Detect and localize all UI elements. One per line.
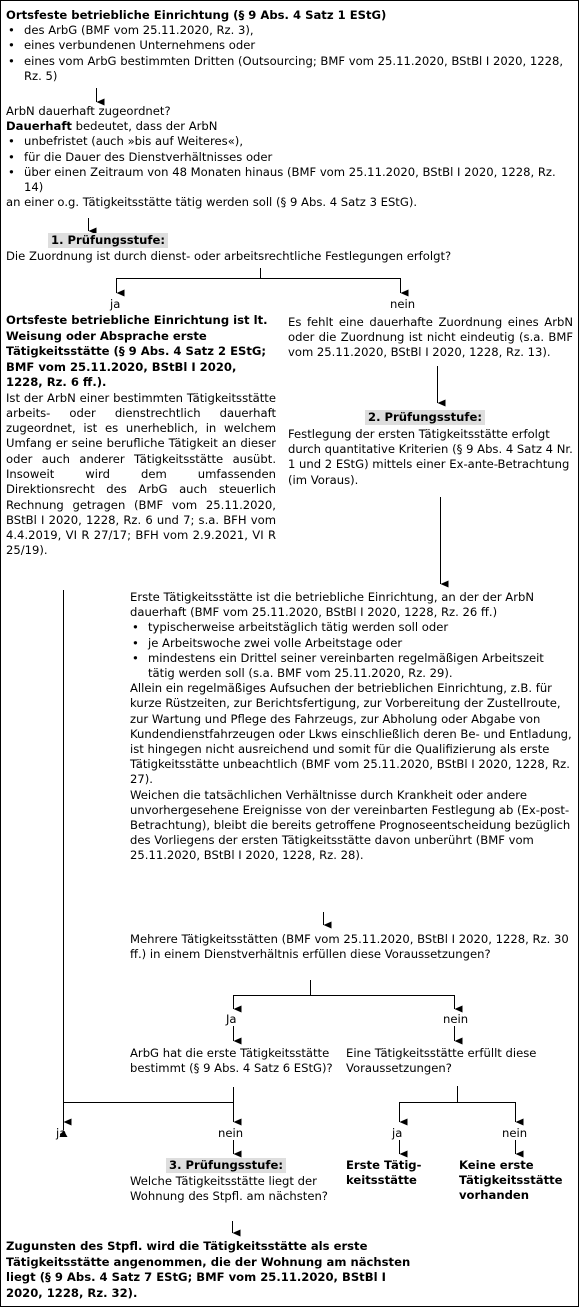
- list-item: • unbefristet (auch »bis auf Weiteres«),: [6, 134, 574, 149]
- list-item: • des ArbG (BMF vom 25.11.2020, Rz. 3),: [6, 23, 574, 38]
- erste-outcome: Erste Tätigkeitsstätte: [346, 1158, 422, 1188]
- branch3-yes-label: ja: [56, 1126, 67, 1140]
- middle-intro: Erste Tätigkeitsstätte ist die betriebliche Einrichtung, an der der ArbN dauerhaft (BMF vom 25.11.2020, BStBl I 2020, 1228, Rz. 26 ff.): [130, 590, 535, 620]
- branch1-yes-label: ja: [110, 297, 121, 311]
- dauerhaft-question: ArbN dauerhaft zugeordnet?: [6, 104, 171, 118]
- mehrere-question: Mehrere Tätigkeitsstätten (BMF vom 25.11.2020, BStBl I 2020, 1228, Rz. 30 ff.) in einem Dienstverhältnis erfüllen diese Voraussetzungen?: [130, 932, 569, 962]
- stage3-text: Welche Tätigkeitsstätte liegt der Wohnung des Stpfl. am nächsten?: [130, 1174, 328, 1204]
- stage1-label: 1. Prüfungsstufe:: [48, 233, 168, 248]
- stage2-label: 2. Prüfungsstufe:: [365, 410, 485, 425]
- left-box-text: Ist der ArbN einer bestimmten Tätigkeitsstätte arbeits- oder dienstrechtlich dauerhaft zugeordnet, ist es unerheblich, in welchem Umfang er seine berufliche Tätigkeit an dieser oder auch anderer Tätigkeitsstätte ausübt. Insoweit wird dem umfassenden Direktionsrecht des ArbG auch steuerlich Rechnung getragen (BMF vom 25.11.2020, BStBl I 2020, 1228, Rz. 6 und 7; s.a. BFH vom 4.4.2019, VI R 27/17; BFH vom 2.9.2021, VI R 25/19).: [6, 390, 276, 558]
- right-box: Es fehlt eine dauerhafte Zuordnung eines ArbN oder die Zuordnung ist nicht eindeutig (s.a. BMF vom 25.11.2020, BStBl I 2020, 1228, Rz. 13).: [288, 315, 573, 360]
- middle-list: [130, 620, 574, 681]
- list-item: • eines vom ArbG bestimmten Dritten (Outsourcing; BMF vom 25.11.2020, BStBl I 2020, 1228, Rz. 5): [6, 54, 574, 84]
- dauerhaft-definition: [6, 119, 574, 134]
- branch3-no-label: nein: [218, 1126, 244, 1140]
- dauerhaft-block: [6, 104, 574, 210]
- stage2-label-wrap: [365, 410, 485, 425]
- dauerhaft-definition-text: bedeutet, dass der ArbN: [71, 119, 218, 134]
- list-item: • typischerweise arbeitstäglich tätig werden soll oder: [130, 620, 574, 635]
- branch4-no-label: nein: [502, 1126, 528, 1140]
- stage3-label: 3. Prüfungsstufe:: [166, 1158, 286, 1173]
- left-box-heading: Ortsfeste betriebliche Einrichtung ist lt. Weisung oder Absprache erste Tätigkeitsstätte (§ 9 Abs. 4 Satz 2 EStG; BMF vom 25.11.2020, BStBl I 2020, 1228, Rz. 6 ff.).: [6, 313, 268, 389]
- left-box: [6, 313, 276, 559]
- dauerhaft-list: [6, 134, 574, 195]
- list-item: • mindestens ein Drittel seiner vereinbarten regelmäßigen Arbeitszeit tätig werden soll (s.a. BMF vom 25.11.2020, Rz. 29).: [130, 651, 574, 681]
- dauerhaft-term: Dauerhaft: [6, 119, 72, 134]
- middle-block: [130, 590, 574, 864]
- list-item: • für die Dauer des Dienstverhältnisses oder: [6, 150, 574, 165]
- middle-para2: Weichen die tatsächlichen Verhältnisse durch Krankheit oder andere unvorhergesehene Ereignisse von der vereinbarten Festlegung ab (Ex-post-Betrachtung), bleibt die bereits getroffene Prognoseentscheidung bezüglich des Vorliegens der ersten Tätigkeitsstätte davon unberührt (BMF vom 25.11.2020, BStBl I 2020, 1228, Rz. 28).: [130, 787, 571, 863]
- list-item: • je Arbeitswoche zwei volle Arbeitstage oder: [130, 636, 574, 651]
- middle-para1: Allein ein regelmäßiges Aufsuchen der betrieblichen Einrichtung, z.B. für kurze Rüstzeiten, zur Berichtsfertigung, zur Vorbereitung der Zustellroute, zur Wartung und Pflege des Fahrzeugs, zur Abholung oder Abgabe von Kundendienstfahrzeugen oder Lkws einschließlich deren Be- und Entladung, ist hingegen nicht ausreichend und somit für die Qualifizierung als erste Tätigkeitsstätte unbeachtlich (BMF vom 25.11.2020, BStBl I 2020, 1228, Rz. 27).: [130, 681, 572, 787]
- stage1-label-wrap: [48, 233, 168, 248]
- top-block: [6, 8, 574, 84]
- keine-outcome: Keine erste Tätigkeitsstätte vorhanden: [459, 1158, 563, 1203]
- branch2-yes-label: Ja: [226, 1012, 237, 1026]
- top-list: [6, 23, 574, 84]
- stage1-question: Die Zuordnung ist durch dienst- oder arbeitsrechtliche Festlegungen erfolgt?: [6, 249, 452, 263]
- stage3-label-wrap: [166, 1158, 286, 1173]
- bottom-conclusion: Zugunsten des Stpfl. wird die Tätigkeitsstätte als erste Tätigkeitsstätte angenommen, die der Wohnung am nächsten liegt (§ 9 Abs. 4 Satz 7 EStG; BMF vom 25.11.2020, BStBl I 2020, 1228, Rz. 32).: [6, 1239, 411, 1300]
- eine-question: Eine Tätigkeitsstätte erfüllt diese Voraussetzungen?: [346, 1046, 537, 1076]
- branch1-no-label: nein: [390, 297, 416, 311]
- branch2-no-label: nein: [443, 1012, 469, 1026]
- branch4-yes-label: ja: [392, 1126, 403, 1140]
- list-item: • über einen Zeitraum von 48 Monaten hinaus (BMF vom 25.11.2020, BStBl I 2020, 1228, Rz. 14): [6, 165, 574, 195]
- dauerhaft-closing: an einer o.g. Tätigkeitsstätte tätig werden soll (§ 9 Abs. 4 Satz 3 EStG).: [6, 195, 418, 210]
- list-item: • eines verbundenen Unternehmens oder: [6, 38, 574, 53]
- stage2-text: Festlegung der ersten Tätigkeitsstätte erfolgt durch quantitative Kriterien (§ 9 Abs. 4 Satz 4 Nr. 1 und 2 EStG) mittels einer Ex-ante-Betrachtung (im Voraus).: [288, 427, 573, 487]
- arbg-question: ArbG hat die erste Tätigkeitsstätte bestimmt (§ 9 Abs. 4 Satz 6 EStG)?: [130, 1046, 333, 1076]
- top-title: Ortsfeste betriebliche Einrichtung (§ 9 Abs. 4 Satz 1 EStG): [6, 8, 387, 22]
